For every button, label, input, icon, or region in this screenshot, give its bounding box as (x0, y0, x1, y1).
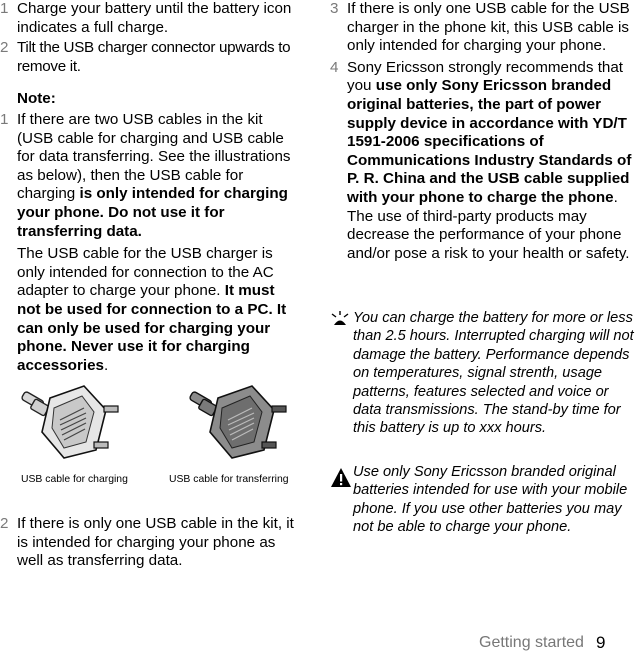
paragraph-period: . (103, 356, 109, 374)
caption-transferring: USB cable for transferring (169, 474, 289, 485)
note-2 (0, 515, 302, 571)
footer-section-title: Getting started (479, 634, 584, 651)
note-text-bold: is only intended for charging your phone. Do not use it for transferring data. (17, 185, 288, 240)
step-number: 1 (0, 0, 9, 17)
note-text: If there are two USB cables in the kit (USB cable for charging and USB cable for data transferring. See the illustrations as below), then the USB cable for charging (17, 110, 291, 203)
note-4 (330, 59, 636, 264)
warning-text: Use only Sony Ericsson branded original batteries intended for use with your mobile phone. If you use other batteries you may not be able to charge your phone. (353, 464, 628, 536)
note-number: 2 (0, 515, 9, 532)
note-text-end: . The use of third-party products may decrease the performance of your phone and/or pose a risk to your health or safety. (347, 188, 630, 262)
note-text: If there is only one USB cable in the kit, it is intended for charging your phone as well as transferring data. (17, 515, 294, 570)
usb-cable-transferring-illustration (188, 380, 292, 462)
page-number: 9 (596, 633, 606, 652)
note-text: If there is only one USB cable for the USB charger in the phone kit, this USB cable is only intended for charging your phone. (347, 0, 630, 55)
note-number: 1 (0, 110, 9, 128)
tip-text: You can charge the battery for more or less than 2.5 hours. Interrupted charging will not damage the battery. Performance depends on temperatures, signal strenth, usage patterns, features selected and voice or data transmissions. The stand-by time for this battery is up to xxx hours. (353, 310, 634, 437)
note-label: Note: (17, 90, 56, 108)
warning-box (330, 463, 636, 537)
paragraph-text: The USB cable for the USB charger is only intended for connection to the AC adapter to charge your phone. (17, 245, 274, 300)
note-number: 4 (330, 58, 339, 76)
step-text: Tilt the USB charger connector upwards to remove it. (17, 39, 291, 75)
paragraph-text-bold: It must not be used for connection to a PC. It can only be used for charging your phone. Never use it for charging accessories (17, 282, 287, 374)
lightbulb-icon (330, 311, 350, 329)
step-number: 2 (0, 39, 9, 57)
right-column (330, 0, 636, 263)
warning-icon (330, 467, 352, 489)
note-3 (330, 0, 636, 56)
note-1 (0, 111, 302, 241)
note-text-bold: use only Sony Ericsson branded original batteries, the part of power supply device in accordance with YD/T 1591-2006 specifications of Communications Industry Standards of P. R. China and the USB cable supplied with your phone to charge the phone (347, 77, 632, 206)
step-2 (0, 39, 302, 76)
step-text: Charge your battery until the battery icon indicates a full charge. (17, 0, 292, 36)
tip-box (330, 309, 636, 438)
step-1 (0, 0, 302, 37)
usb-cable-paragraph (0, 245, 302, 375)
caption-charging: USB cable for charging (21, 474, 128, 485)
note-text: Sony Ericsson strongly recommends that you (347, 58, 624, 95)
left-column (0, 0, 302, 375)
usb-cable-charging-illustration (20, 380, 124, 462)
note-number: 3 (330, 0, 339, 17)
